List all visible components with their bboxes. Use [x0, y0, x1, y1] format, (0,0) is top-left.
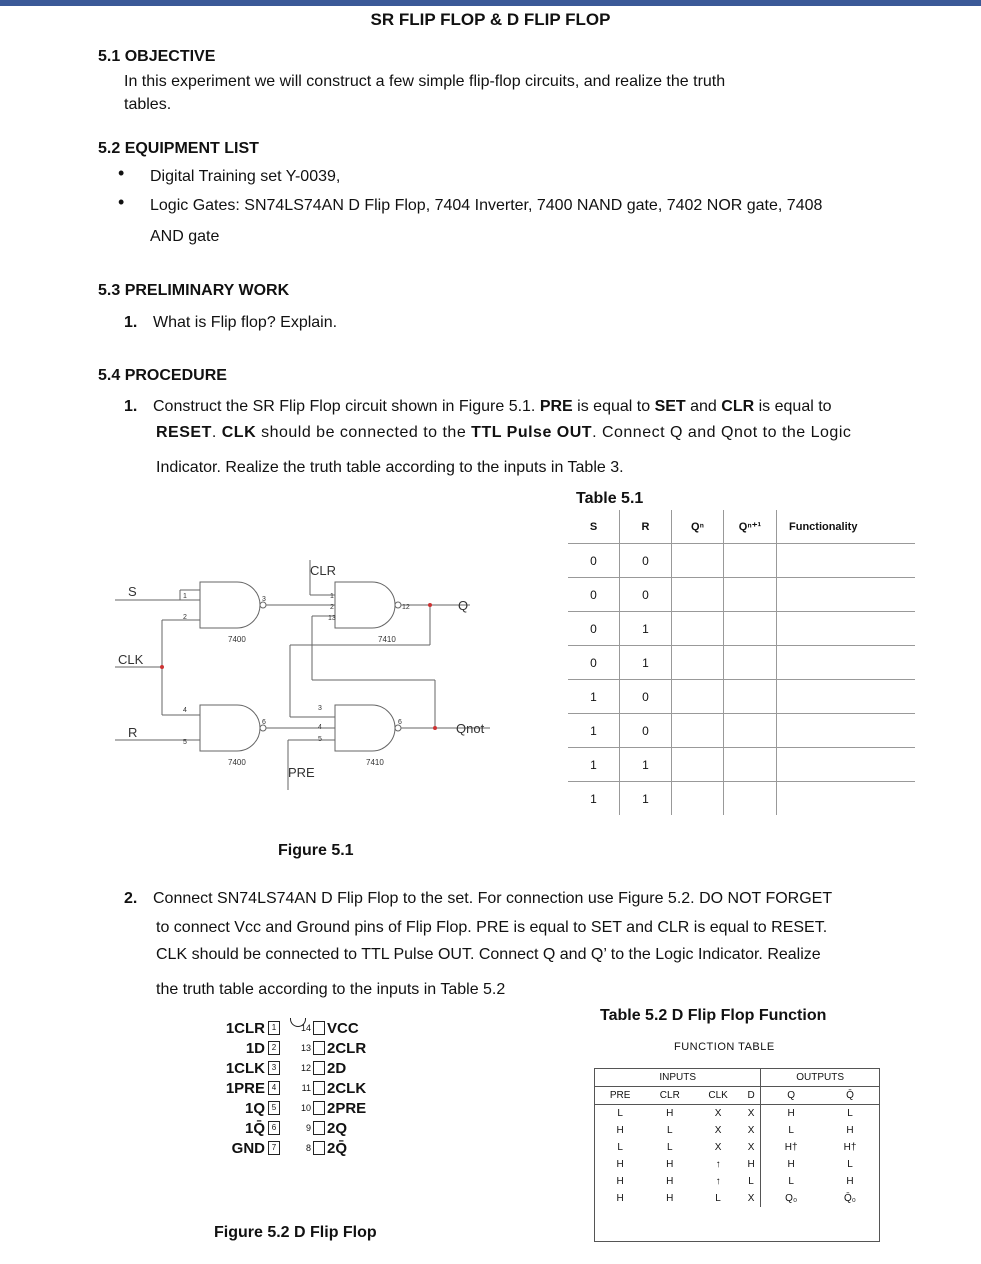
- table-row: 1 0: [568, 714, 915, 748]
- dip-pin-right: 13 2CLR: [300, 1039, 367, 1057]
- bullet-dot: •: [118, 192, 125, 212]
- table-row: 0 0: [568, 578, 915, 612]
- step1-line3: Indicator. Realize the truth table according to the inputs in Table 3.: [156, 459, 624, 476]
- label-pre: PRE: [288, 765, 315, 780]
- step1-line2: RESET. CLK should be connected to the TTL Pulse OUT. Connect Q and Qnot to the Logic: [156, 424, 852, 441]
- step1-number: 1.: [124, 398, 138, 415]
- equipment-heading: 5.2 EQUIPMENT LIST: [98, 140, 259, 157]
- table-row: 1 1: [568, 748, 915, 782]
- function-table-header: PRE: [595, 1087, 645, 1105]
- dip-pin-left: 1Q 5: [200, 1098, 280, 1118]
- dip-pin-right: 14 VCC: [300, 1019, 359, 1037]
- figure52-caption: Figure 5.2 D Flip Flop: [214, 1224, 377, 1241]
- table-row: L L X X H† H†: [595, 1139, 879, 1156]
- top-border: [0, 0, 981, 6]
- procedure-heading: 5.4 PROCEDURE: [98, 367, 227, 384]
- dip-pin-right: 12 2D: [300, 1059, 347, 1077]
- function-table-header: Q: [761, 1087, 821, 1105]
- preliminary-number: 1.: [124, 314, 138, 331]
- label-r: R: [128, 725, 138, 740]
- svg-text:12: 12: [402, 604, 410, 611]
- svg-text:6: 6: [262, 719, 266, 726]
- label-chip1: 7400: [228, 635, 246, 644]
- dip-pin-left: 1CLK 3: [200, 1058, 280, 1078]
- svg-text:3: 3: [262, 596, 266, 603]
- svg-text:1: 1: [330, 593, 334, 600]
- dip-pin-right: 11 2CLK: [301, 1079, 367, 1097]
- table-row: H L X X L H: [595, 1122, 879, 1139]
- svg-text:3: 3: [318, 705, 322, 712]
- svg-text:13: 13: [328, 615, 336, 622]
- function-table-frame: [594, 1068, 880, 1242]
- dip-pin-left: 1Q̄ 6: [200, 1118, 280, 1138]
- step2-line3: CLK should be connected to TTL Pulse OUT. Connect Q and Q’ to the Logic Indicator. Realize: [156, 946, 821, 963]
- document-title: SR FLIP FLOP & D FLIP FLOP: [370, 10, 611, 29]
- table51-caption: Table 5.1: [576, 490, 644, 507]
- svg-text:5: 5: [318, 736, 322, 743]
- dip-pinout: [200, 1018, 400, 1188]
- table-row: H H ↑ L L H: [595, 1173, 879, 1190]
- sr-flip-flop-circuit: [100, 540, 560, 790]
- label-chip4: 7410: [366, 758, 384, 767]
- objective-line1: In this experiment we will construct a few simple flip-flop circuits, and realize the truth: [124, 73, 726, 90]
- dip-pin-right: 8 2Q̄: [305, 1139, 348, 1157]
- figure51-caption: Figure 5.1: [278, 842, 354, 859]
- function-table-header: D: [742, 1087, 761, 1105]
- label-s: S: [128, 584, 137, 599]
- preliminary-question: What is Flip flop? Explain.: [153, 314, 338, 331]
- label-clr: CLR: [310, 563, 337, 578]
- table52: INPUTS OUTPUTS PRE CLR CLK D Q Q̄ L H X X H L H L X X L H L L X X H† H† H H ↑ H H L H H ↑ L L H H H L X Q₀ Q̄₀: [595, 1069, 879, 1207]
- equipment-item1: Digital Training set Y-0039,: [150, 168, 341, 185]
- equipment-item2-line1: Logic Gates: SN74LS74AN D Flip Flop, 7404 Inverter, 7400 NAND gate, 7402 NOR gate, 7408: [150, 197, 823, 214]
- function-table-header: Q̄: [821, 1087, 879, 1105]
- dip-pin-left: 1PRE 4: [200, 1078, 280, 1098]
- step2-line1: Connect SN74LS74AN D Flip Flop to the set. For connection use Figure 5.2. DO NOT FORGET: [153, 890, 833, 907]
- dip-pin-left: 1D 2: [200, 1038, 280, 1058]
- step1-line1: Construct the SR Flip Flop circuit shown in Figure 5.1. PRE is equal to SET and CLR is equal to: [153, 398, 832, 415]
- table51: S R Qⁿ Qⁿ⁺¹ Functionality 0 0 0 0 0 1 0 1 1 0 1 0 1 1 1 1: [568, 510, 915, 815]
- dip-pin-right: 10 2PRE: [300, 1099, 367, 1117]
- dip-pin-right: 9 2Q: [305, 1119, 348, 1137]
- function-table-title: FUNCTION TABLE: [674, 1041, 775, 1053]
- table-row: 1 1: [568, 782, 915, 816]
- dip-pin-left: 1CLR 1: [200, 1018, 280, 1038]
- svg-text:2: 2: [183, 614, 187, 621]
- function-table-header: CLR: [645, 1087, 694, 1105]
- equipment-item2-line2: AND gate: [150, 228, 220, 245]
- table52-caption: Table 5.2 D Flip Flop Function: [600, 1007, 827, 1024]
- label-chip3: 7400: [228, 758, 246, 767]
- step2-number: 2.: [124, 890, 138, 907]
- function-table-header: CLK: [694, 1087, 742, 1105]
- step2-line2: to connect Vcc and Ground pins of Flip Flop. PRE is equal to SET and CLR is equal to RESET.: [156, 919, 828, 936]
- svg-text:6: 6: [398, 719, 402, 726]
- objective-line2: tables.: [124, 96, 172, 113]
- table-row: H H ↑ H H L: [595, 1156, 879, 1173]
- objective-heading: 5.1 OBJECTIVE: [98, 48, 216, 65]
- step2-line4: the truth table according to the inputs in Table 5.2: [156, 981, 506, 998]
- svg-text:5: 5: [183, 739, 187, 746]
- label-qnot: Qnot: [456, 721, 485, 736]
- bullet-dot: •: [118, 163, 125, 183]
- preliminary-heading: 5.3 PRELIMINARY WORK: [98, 282, 290, 299]
- svg-text:2: 2: [330, 604, 334, 611]
- label-chip2: 7410: [378, 635, 396, 644]
- table-row: 1 0: [568, 680, 915, 714]
- table-row: L H X X H L: [595, 1105, 879, 1123]
- table-row: H H L X Q₀ Q̄₀: [595, 1190, 879, 1207]
- label-q: Q: [458, 598, 469, 613]
- table-row: 0 1: [568, 646, 915, 680]
- label-clk: CLK: [118, 652, 144, 667]
- svg-text:4: 4: [183, 707, 187, 714]
- table-row: 0 1: [568, 612, 915, 646]
- svg-text:1: 1: [183, 593, 187, 600]
- table-row: 0 0: [568, 544, 915, 578]
- dip-pin-left: GND 7: [200, 1138, 280, 1158]
- svg-text:4: 4: [318, 724, 322, 731]
